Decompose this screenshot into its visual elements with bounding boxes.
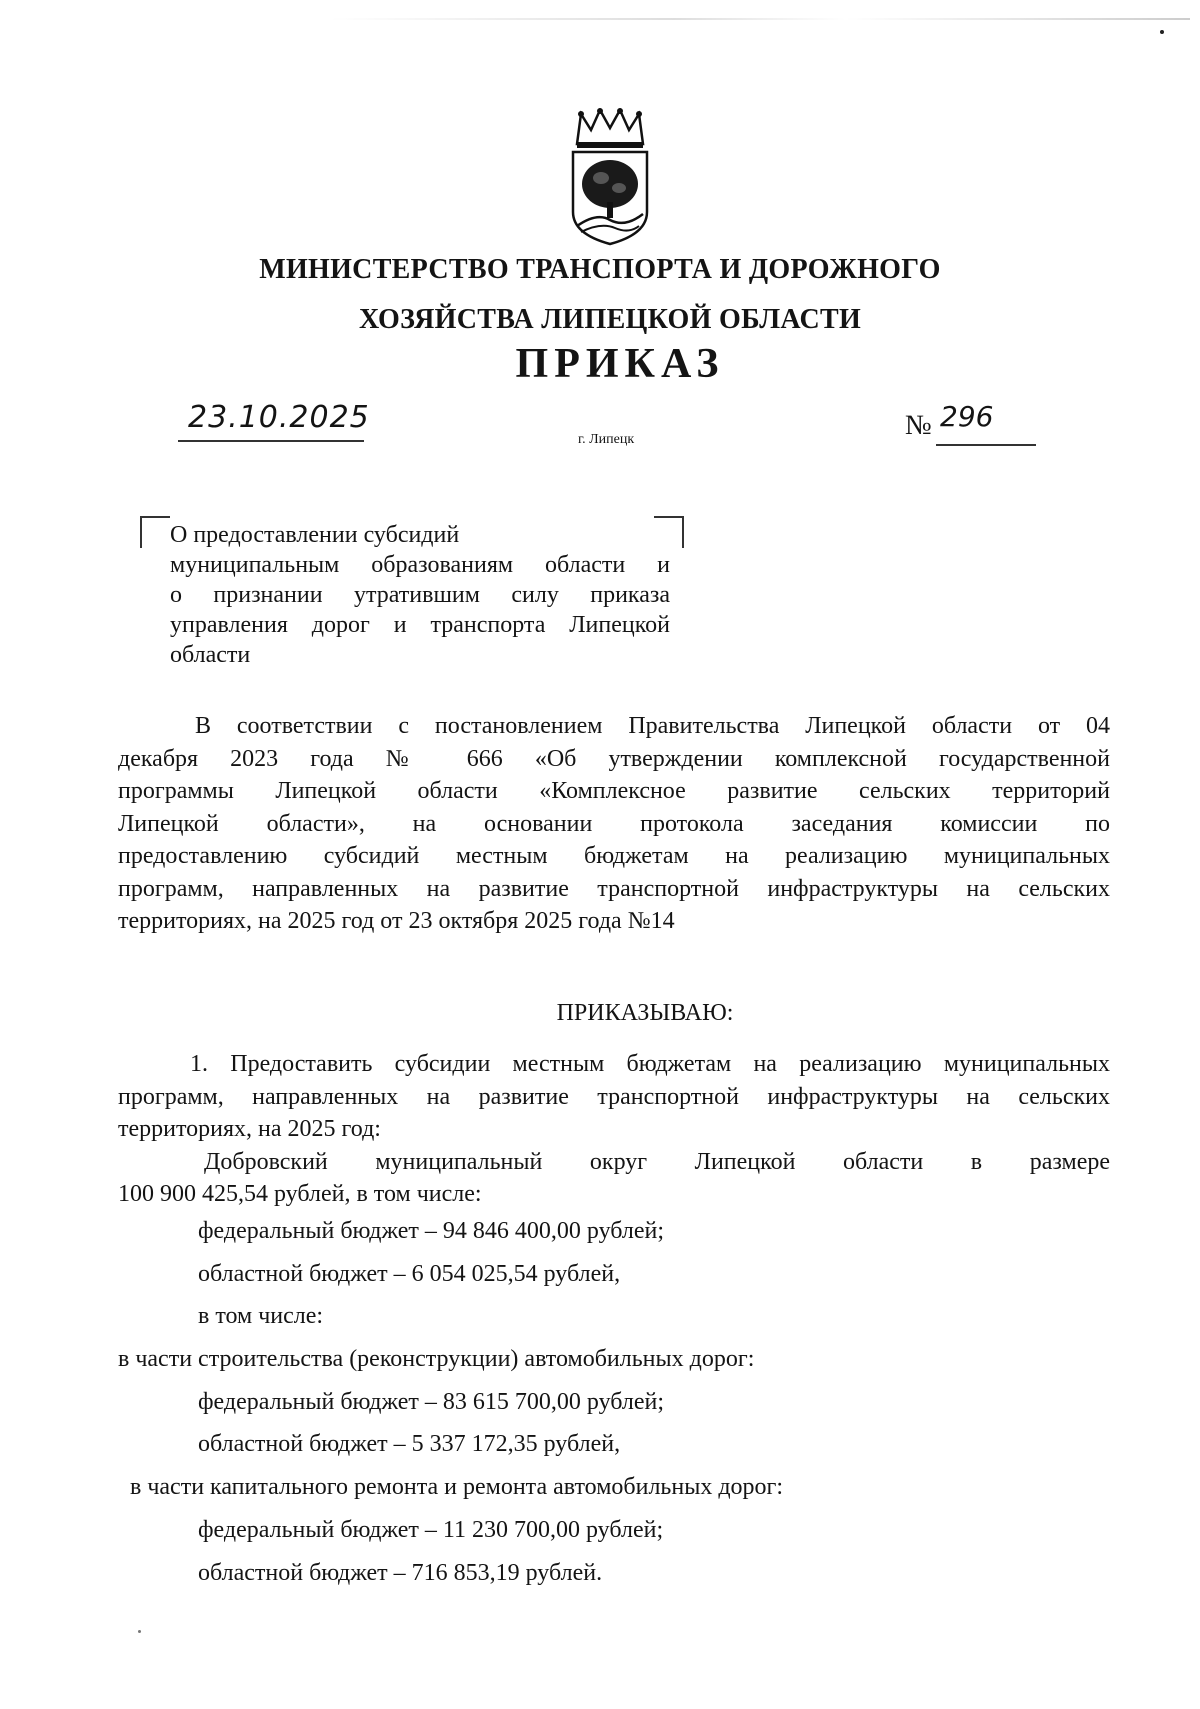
preamble-line: программ, направленных на развитие транспортной инфраструктуры на сельских xyxy=(118,875,1110,902)
item1-line: 1. Предоставить субсидии местным бюджетам на реализацию муниципальных xyxy=(190,1051,1110,1077)
date-underline xyxy=(178,440,364,442)
document-type-title: ПРИКАЗ xyxy=(515,341,725,387)
coat-of-arms-icon xyxy=(567,108,653,251)
construction-federal: федеральный бюджет – 83 615 700,00 рублей; xyxy=(198,1389,665,1415)
scan-artifact-line xyxy=(330,18,1190,20)
subject-line: о признании утратившим силу приказа xyxy=(170,582,670,608)
item1-line: программ, направленных на развитие транспортной инфраструктуры на сельских xyxy=(118,1083,1110,1110)
subject-line: муниципальным образованиям области и xyxy=(170,552,670,578)
construction-regional: областной бюджет – 5 337 172,35 рублей, xyxy=(198,1431,621,1457)
including-label: в том числе: xyxy=(198,1303,324,1329)
preamble-paragraph xyxy=(118,710,1110,938)
subject-line: области xyxy=(170,642,251,668)
preamble-line: программы Липецкой области «Комплексное развитие сельских территорий xyxy=(118,778,1110,804)
ministry-name-line1: МИНИСТЕРСТВО ТРАНСПОРТА И ДОРОЖНОГО xyxy=(259,254,941,285)
preamble-line: В соответствии с постановлением Правительства Липецкой области от 04 xyxy=(195,713,1110,739)
scan-artifact-dot xyxy=(1160,30,1164,34)
document-subject xyxy=(170,520,670,670)
document-city: г. Липецк xyxy=(578,432,635,447)
document-number: 296 xyxy=(940,400,994,433)
repair-federal: федеральный бюджет – 11 230 700,00 рублей; xyxy=(198,1517,664,1543)
order-word: ПРИКАЗЫВАЮ: xyxy=(556,1000,734,1026)
federal-budget-total: федеральный бюджет – 94 846 400,00 рублей; xyxy=(198,1218,665,1244)
subject-bracket-left xyxy=(140,516,170,548)
district-line: Добровский муниципальный округ Липецкой области в размере xyxy=(204,1148,1110,1175)
document-date: 23.10.2025 xyxy=(188,400,370,435)
item1-paragraph xyxy=(118,1048,1110,1211)
item1-line: территориях, на 2025 год: xyxy=(118,1116,381,1142)
district-line: 100 900 425,54 рублей, в том числе: xyxy=(118,1181,482,1207)
subject-line: О предоставлении субсидий xyxy=(170,522,460,548)
preamble-line: декабря 2023 года № 666 «Об утверждении комплексной государственной xyxy=(118,745,1110,772)
repair-label: в части капитального ремонта и ремонта автомобильных дорог: xyxy=(130,1474,784,1500)
regional-budget-total: областной бюджет – 6 054 025,54 рублей, xyxy=(198,1261,621,1287)
number-label: № xyxy=(905,410,932,441)
scan-artifact-dot xyxy=(138,1630,141,1633)
subject-line: управления дорог и транспорта Липецкой xyxy=(170,612,670,638)
construction-label: в части строительства (реконструкции) автомобильных дорог: xyxy=(118,1346,755,1372)
preamble-line: Липецкой области», на основании протокола заседания комиссии по xyxy=(118,810,1110,837)
preamble-line: предоставлению субсидий местным бюджетам на реализацию муниципальных xyxy=(118,843,1110,869)
preamble-line: территориях, на 2025 год от 23 октября 2025 года №14 xyxy=(118,908,675,934)
ministry-name-line2: ХОЗЯЙСТВА ЛИПЕЦКОЙ ОБЛАСТИ xyxy=(358,304,862,335)
number-underline xyxy=(936,444,1036,446)
repair-regional: областной бюджет – 716 853,19 рублей. xyxy=(198,1560,603,1586)
